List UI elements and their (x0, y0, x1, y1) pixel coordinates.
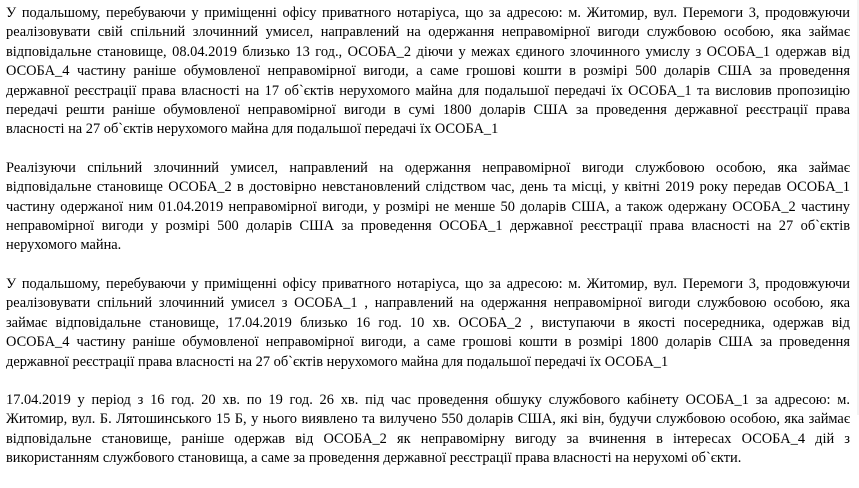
paragraph-1 (6, 4, 850, 140)
text-line: реалізовувати спільний злочинний умисел з ОСОБА_1 , направлений на одержання неправомірної вигоди службовою особою, яка (6, 295, 850, 312)
text-line: реалізовувати свій спільний злочинний умисел, направлений на одержання неправомірної вигоди службовою особою, яка займає (6, 24, 850, 41)
text-line: власності на 27 об`єктів нерухомого майна для подальшої передачі їх ОСОБА_1 (6, 121, 499, 138)
text-line: неправомірної вигоди у розмірі 500 доларів США за проведення ОСОБА_1 державної реєстрації права власності на 27 об`єктів (6, 218, 850, 235)
text-line: відповідальне становище, раніше одержав від ОСОБА_2 як неправомірну вигоду за вчинення в інтересах ОСОБА_4 дій з (6, 430, 850, 447)
text-line: ОСОБА_4 частину раніше обумовленої неправомірної вигоди, а саме грошові кошти в розмірі 1800 доларів США за проведення (6, 334, 850, 351)
text-line: ОСОБА_4 частину раніше обумовленої неправомірної вигоди, а саме грошові кошти в розмірі 500 доларів США за проведення (6, 63, 850, 80)
text-line: частину одержаної ним 01.04.2019 неправомірної вигоди, у розмірі не менше 50 доларів США, а також одержану ОСОБА_2 частину (6, 198, 850, 215)
text-line: У подальшому, перебуваючи у приміщенні офісу приватного нотаріуса, що за адресою: м. Житомир, вул. Перемоги 3, продовжуючи (6, 5, 850, 21)
text-line: відповідальне становище, 08.04.2019 близько 13 год., ОСОБА_2 діючи у межах єдиного злочинного умислу з ОСОБА_1 одержав від (6, 43, 850, 60)
document-body (6, 4, 850, 488)
text-line: передачі решти раніше обумовленої неправомірної вигоди в сумі 1800 доларів США за проведення державної реєстрації права (6, 102, 850, 119)
text-line: 17.04.2019 у період з 16 год. 20 хв. по 19 год. 26 хв. під час проведення обшуку службового кабінету ОСОБА_1 за адресою: м. (6, 391, 850, 408)
text-line: У подальшому, перебуваючи у приміщенні офісу приватного нотаріуса, що за адресою: м. Житомир, вул. Перемоги 3, продовжуючи (6, 275, 850, 292)
text-line: відповідальне становище ОСОБА_2 в достовірно невстановлений слідством час, день та місці, у квітні 2019 року передав ОСОБА_1 (6, 179, 850, 196)
text-line: державної реєстрації права власності на 17 об`єктів нерухомого майна для подальшої передачі їх ОСОБА_1 та висловив пропозицію (6, 82, 850, 99)
text-line: Реалізуючи спільний злочинний умисел, направлений на одержання неправомірної вигоди службовою особою, яка займає (6, 159, 850, 176)
text-line: нерухомого майна. (6, 237, 122, 254)
paragraph-3 (6, 275, 850, 372)
paragraph-2 (6, 159, 850, 256)
text-line: використанням службового становища, а саме за проведення державної реєстрації права власності на нерухомі об`єкти. (6, 450, 742, 467)
text-line: займає відповідальне становище, 17.04.2019 близько 16 год. 10 хв. ОСОБА_2 , виступаючи в якості посередника, одержав від (6, 314, 850, 331)
paragraph-4 (6, 391, 850, 469)
text-line: державної реєстрації права власності на 27 об`єктів нерухомого майна для подальшої передачі їх ОСОБА_1 (6, 353, 669, 370)
text-line: Житомир, вул. Б. Лятошинського 15 Б, у нього виявлено та вилучено 550 доларів США, які він, будучи службовою особою, яка займає (6, 411, 850, 428)
